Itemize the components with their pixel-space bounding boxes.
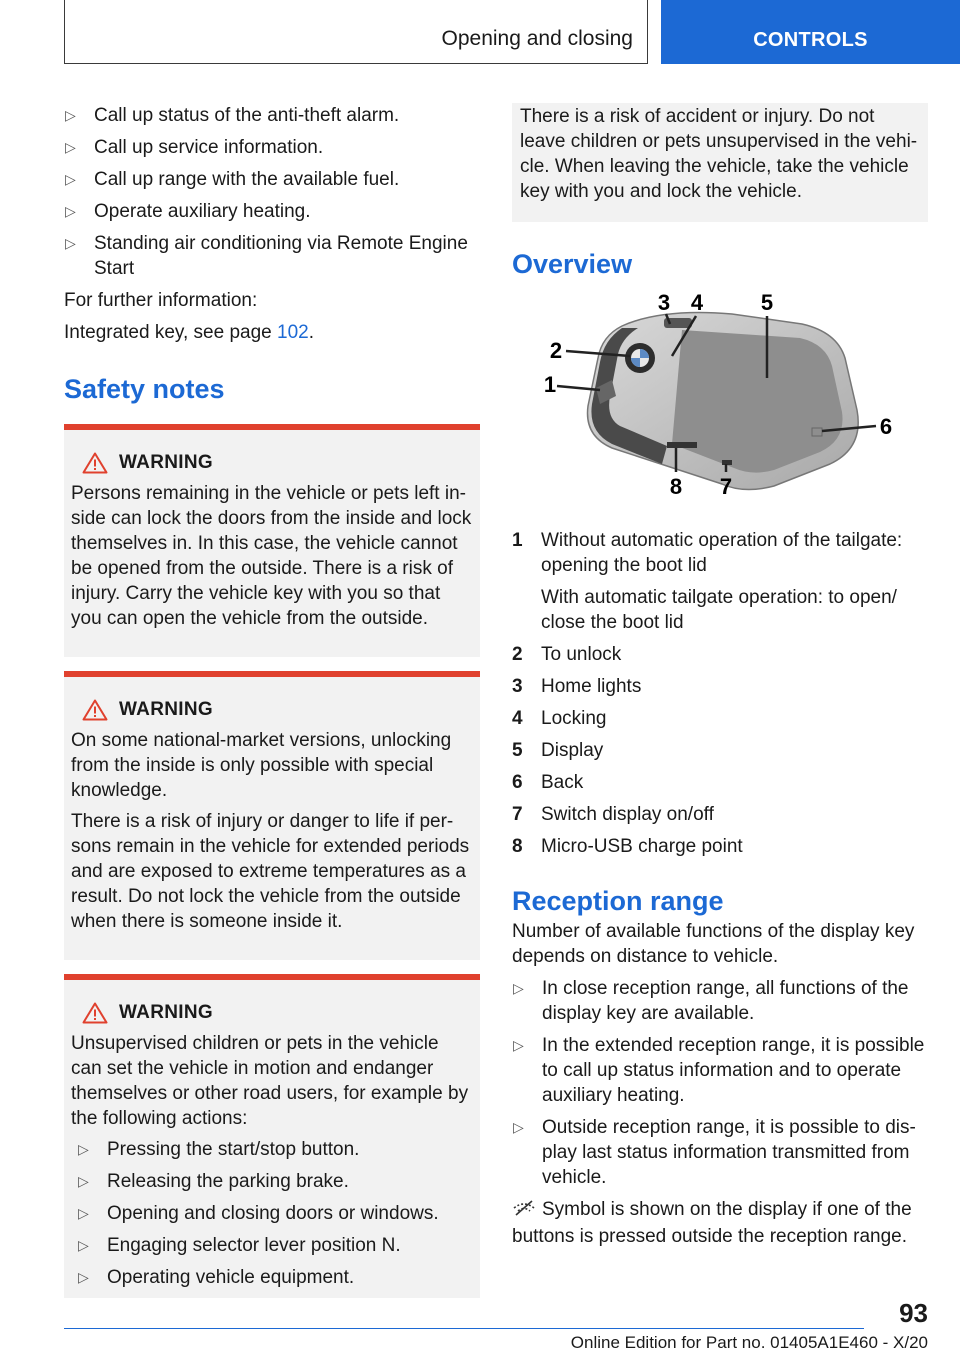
triangle-right-icon: ▷ [78, 1141, 89, 1157]
triangle-right-icon: ▷ [65, 235, 76, 251]
warning-box [64, 974, 480, 1298]
list-item: 1 Without automatic operation of the tailgate: opening the boot lid With automatic tailgate operation: to open/ close the boot lid [512, 530, 903, 633]
triangle-right-icon: ▷ [78, 1269, 89, 1285]
triangle-right-icon: ▷ [78, 1173, 89, 1189]
warning-title: WARNING [119, 699, 213, 720]
reception-intro: Number of available functions of the display key depends on distance to vehicle. [512, 921, 915, 967]
list-item: 6 Back [512, 772, 584, 793]
callout-7: 7 [719, 474, 733, 499]
warning-text: Unsupervised children or pets in the vehicle can set the vehicle in motion and endanger themselves or other road users, for example by the following actions: [71, 1033, 469, 1129]
triangle-right-icon: ▷ [65, 107, 76, 123]
list-item: 3 Home lights [512, 676, 642, 697]
right-column [512, 103, 928, 1256]
list-item: 5 Display [512, 740, 604, 761]
no-signal-icon [512, 1199, 542, 1224]
callout-8: 8 [669, 474, 683, 499]
callout-1: 1 [543, 372, 557, 397]
warning-box [64, 424, 480, 657]
list-item: 7 Switch display on/off [512, 804, 714, 825]
list-item: ▷ Call up range with the available fuel. [65, 169, 400, 190]
warning-title: WARNING [119, 1002, 213, 1023]
warning-header [71, 1000, 474, 1025]
triangle-right-icon: ▷ [78, 1205, 89, 1221]
display-key-drawing [512, 288, 928, 510]
safety-notes-heading: Safety notes [64, 374, 225, 404]
triangle-right-icon: ▷ [513, 1119, 524, 1135]
warning-continued-text: There is a risk of accident or injury. Do not leave children or pets unsupervised in the vehi-cle. When leaving the vehicle, take the vehicle key with you and lock the vehicle. [520, 106, 918, 202]
overview-heading: Overview [512, 249, 633, 279]
feature-list [64, 103, 480, 281]
warning-text: There is a risk of injury or danger to life if per-sons remain in the vehicle for extended periods and are exposed to extreme temperatures as a result. Do not lock the vehicle from the outside when there is someone inside it. [71, 811, 470, 932]
warning-header [71, 450, 474, 475]
list-item: ▷ Pressing the start/stop button. [78, 1139, 360, 1160]
warning-triangle-icon [71, 699, 119, 721]
warning-triangle-icon [71, 452, 119, 474]
integrated-key-reference: Integrated key, see page 102. [64, 322, 315, 343]
triangle-right-icon: ▷ [65, 139, 76, 155]
list-item: ▷ Engaging selector lever position N. [78, 1235, 401, 1256]
warning-title: WARNING [119, 452, 213, 473]
page-number: 93 [899, 1298, 928, 1328]
warning-text: Persons remaining in the vehicle or pets left in-side can lock the doors from the inside and lock themselves in. In this case, the vehicle cannot be opened from the outside. There is a risk of injury. Carry the vehicle key with you so that you can open the vehicle from the outside. [71, 483, 472, 629]
callout-3: 3 [657, 290, 671, 315]
triangle-right-icon: ▷ [513, 980, 524, 996]
triangle-right-icon: ▷ [513, 1037, 524, 1053]
list-item: ▷ In close reception range, all functions of the display key are available. [513, 978, 909, 1024]
list-item: ▷ Opening and closing doors or windows. [78, 1203, 439, 1224]
list-item: 8 Micro-USB charge point [512, 836, 743, 857]
warning-header [71, 697, 474, 722]
callout-2: 2 [549, 338, 563, 363]
list-item: 2 To unlock [512, 644, 622, 665]
display-key-illustration [512, 288, 928, 510]
footer-divider [64, 1328, 864, 1329]
reception-range-heading: Reception range [512, 886, 724, 916]
callout-6: 6 [879, 414, 893, 439]
list-item: ▷ Standing air conditioning via Remote Engine Start [65, 233, 468, 279]
page-link-102[interactable]: 102 [277, 322, 309, 343]
footer-edition: Online Edition for Part no. 01405A1E460 - X/20 [570, 1333, 928, 1352]
triangle-right-icon: ▷ [65, 171, 76, 187]
further-info-text: For further information: [64, 290, 258, 311]
callout-4: 4 [690, 290, 704, 315]
warning-continued-box [512, 103, 928, 222]
list-item: ▷ Releasing the parking brake. [78, 1171, 349, 1192]
warning-text: On some national-market versions, unlocking from the inside is only possible with special knowledge. [71, 730, 452, 801]
warning-triangle-icon [71, 1002, 119, 1024]
list-item: ▷ Operating vehicle equipment. [78, 1267, 355, 1288]
list-item: ▷ Outside reception range, it is possible to dis-play last status information transmitted from vehicle. [513, 1117, 916, 1188]
header-chapter-title: CONTROLS [753, 29, 868, 51]
list-item: ▷ Operate auxiliary heating. [65, 201, 311, 222]
list-item: ▷ Call up status of the anti-theft alarm. [65, 105, 400, 126]
callout-5: 5 [760, 290, 774, 315]
list-item: ▷ In the extended reception range, it is possible to call up status information and to operate auxiliary heating. [513, 1035, 925, 1106]
warning-box [64, 671, 480, 960]
symbol-note: Symbol is shown on the display if one of the buttons is pressed outside the reception range. [512, 1199, 912, 1247]
list-item: ▷ Call up service information. [65, 137, 324, 158]
header-chapter-tab[interactable] [661, 0, 960, 64]
triangle-right-icon: ▷ [65, 203, 76, 219]
overview-legend [512, 528, 928, 859]
list-item: 4 Locking [512, 708, 607, 729]
triangle-right-icon: ▷ [78, 1237, 89, 1253]
header-section-box [64, 0, 648, 64]
left-column [64, 103, 480, 1298]
header-section-title: Opening and closing [441, 27, 633, 50]
